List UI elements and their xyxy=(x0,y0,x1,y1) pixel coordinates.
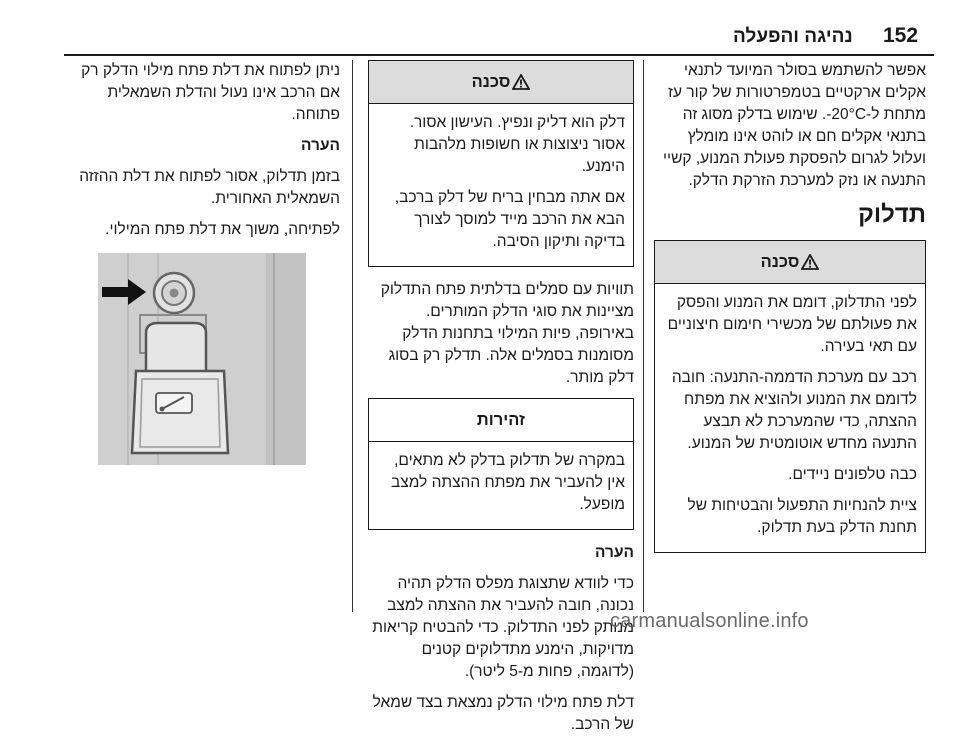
danger-paragraph: ציית להנחיות התפעול והבטיחות של תחנת הדלק בעת תדלוק. xyxy=(687,497,917,536)
caution-label: זהירות xyxy=(476,411,526,429)
page-header-title: נהיגה והפעלה xyxy=(733,26,853,47)
section-title-refueling: תדלוק xyxy=(858,201,926,228)
danger-paragraph: כבה טלפונים ניידים. xyxy=(788,466,917,483)
warning-triangle-icon xyxy=(512,74,530,90)
page-number: 152 xyxy=(883,24,919,47)
danger-paragraph: לפני התדלוק, דומם את המנוע והפסק את פעולתם של מכשירי חימום חיצוניים עם תאי בעירה. xyxy=(667,294,917,355)
column-left xyxy=(64,60,340,465)
danger-box-fuel xyxy=(368,60,634,267)
caution-box xyxy=(368,398,634,530)
danger-label: סכנה xyxy=(471,73,511,91)
fuel-labels-paragraph: תוויות עם סמלים בדלתית פתח התדלוק מציינות את סוגי הדלק המותרים. באירופה, פיות המילוי בתחנות הדלק מסומנות בסמלים אלה. תדלק רק בסוג דלק מותר. xyxy=(380,281,634,386)
danger-paragraph: רכב עם מערכת הדממה-התנעה: חובה לדומם את המנוע ולהוציא את מפתח ההצתה, כדי שהמערכת לא תבצע התנעה מחדש אוטומטית של המנוע. xyxy=(671,369,917,452)
watermark: carmanualsonline.info xyxy=(610,610,809,632)
column-middle xyxy=(368,60,634,745)
fuel-door-location-paragraph: דלת פתח מילוי הדלק נמצאת בצד שמאל של הרכב. xyxy=(372,694,634,733)
intro-paragraph: אפשר להשתמש בסולר המיועד לתנאי אקלים ארקטיים בטמפרטורות של קור עז מתחת ל-‎-20°C‎. שימוש בדלק מסוג זה בתנאי אקלים חם או לוהט אינו מומלץ ועלול לגרום להפסקת פעולת המנוע, קשיי התנעה או נזק למערכת הזרקת הדלק. xyxy=(663,62,926,189)
danger-paragraph: דלק הוא דליק ונפיץ. העישון אסור. אסור ניצוצות או חשופות מלהבות הימנע. xyxy=(409,114,625,175)
open-instruction-paragraph: לפתיחה, משוך את דלת פתח המילוי. xyxy=(105,221,340,238)
danger-box-body xyxy=(655,284,925,552)
header-rule xyxy=(64,54,934,56)
note-text: כדי לוודא שתצוגת מפלס הדלק תהיה נכונה, חובה להעביר את ההצתה למצב מנותק לפני התדלוק. כדי להבטיח קריאות מדויקות, הימנע מתדלוקים קטנים (לדוגמה, פחות מ-5 ליטר). xyxy=(372,575,634,680)
column-right xyxy=(654,60,926,565)
danger-box-body xyxy=(369,104,633,266)
note-text: בזמן תדלוק, אסור לפתוח את דלת ההזזה השמאלית האחורית. xyxy=(79,168,340,207)
danger-label: סכנה xyxy=(760,253,800,271)
column-divider-left xyxy=(352,60,353,612)
caution-box-body xyxy=(369,442,633,529)
danger-box-refueling xyxy=(654,240,926,553)
caution-box-header xyxy=(369,399,633,442)
danger-box-header xyxy=(655,241,925,284)
warning-triangle-icon xyxy=(801,254,819,270)
fuel-door-illustration xyxy=(98,253,306,465)
column-divider-right xyxy=(643,60,644,612)
danger-paragraph: אם אתה מבחין בריח של דלק ברכב, הבא את הרכב מייד למוסך לצורך בדיקה ותיקון הסיבה. xyxy=(394,189,625,250)
note-label: הערה xyxy=(595,544,634,561)
note-label: הערה xyxy=(301,137,340,154)
caution-text: במקרה של תדלוק בדלק לא מתאים, אין להעביר את מפתח ההצתה למצב מופעל. xyxy=(391,452,625,513)
fuel-door-figure xyxy=(98,253,306,465)
danger-box-header xyxy=(369,61,633,104)
fuel-door-open-paragraph: ניתן לפתוח את דלת פתח מילוי הדלק רק אם הרכב אינו נעול והדלת השמאלית פתוחה. xyxy=(81,62,340,123)
